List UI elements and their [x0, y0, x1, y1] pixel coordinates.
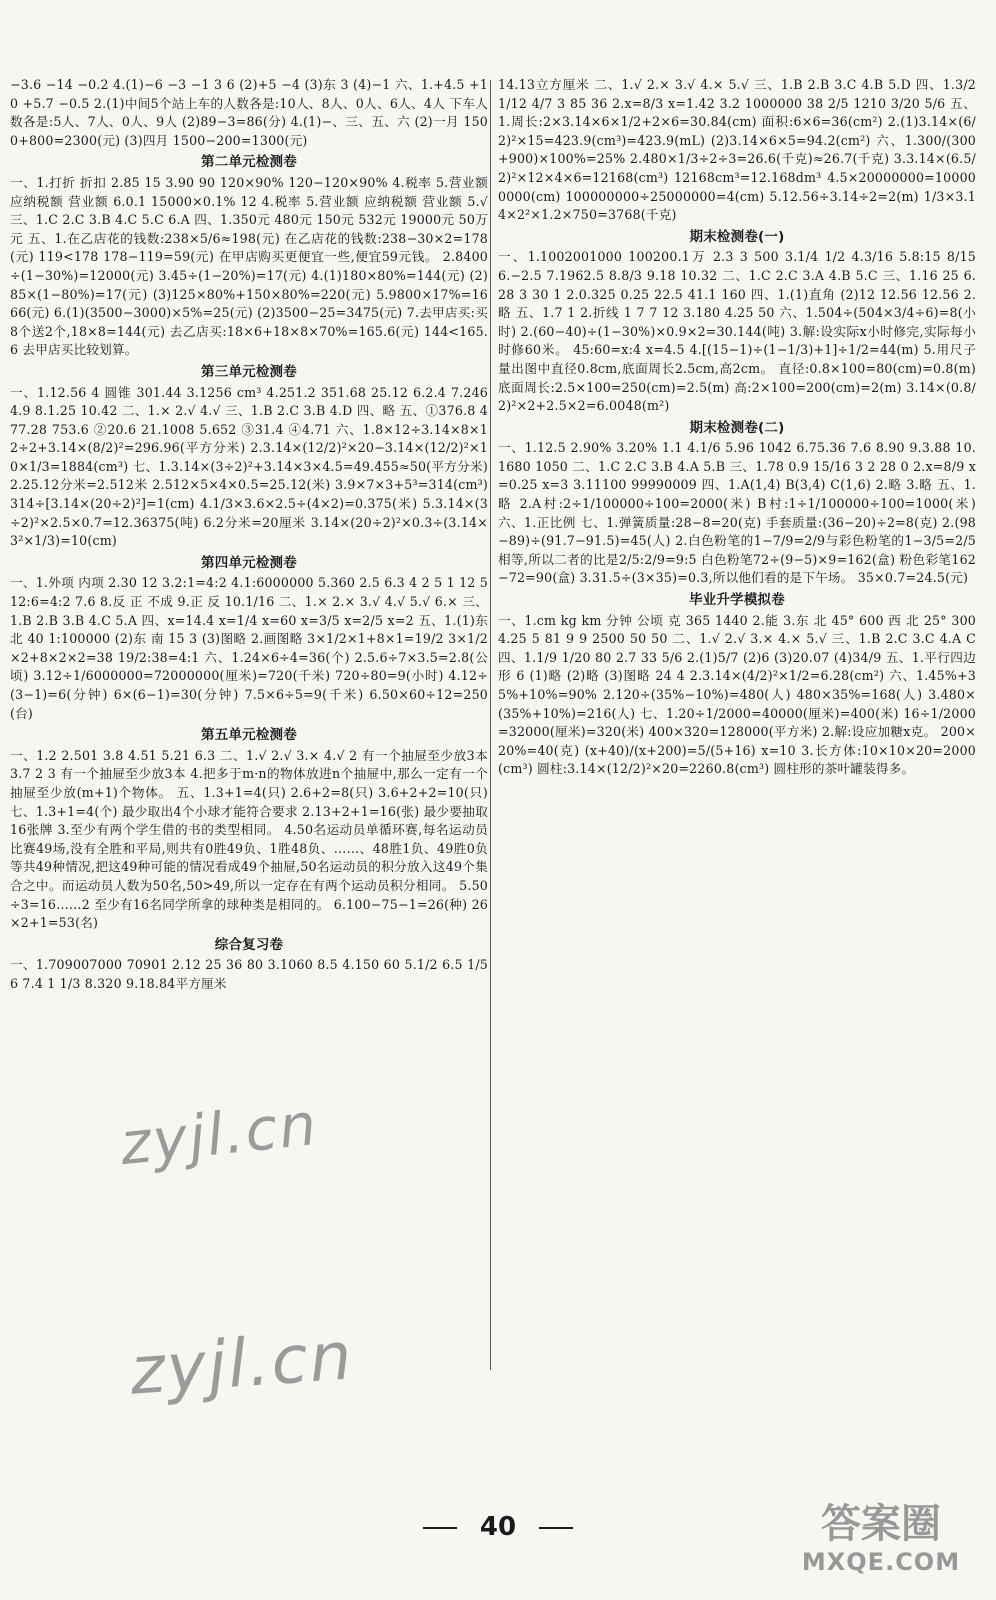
section-final-exam-2	[498, 419, 976, 588]
footer-dash-right	[539, 1527, 573, 1529]
answer-text: 一、1.1002001000 100200.1万 2.3 3 500 3.1/4 1/2 4.3/16 5.8:15 8/15 6.−2.5 7.1962.5 8.8/3 9.18 10.32 二、1.C 2.C 3.A 4.B 5.C 三、1.16 25 6.28 3 30 1 2.0.325 0.25 22.5 41.1 160 四、1.(1)直角 (2)12 12.56 12.56 2.略 五、1.7 1 2.折线 1 7 7 12 3.180 4.25 50 六、1.504÷(504×3/4÷6)=8(小时) 2.(60−40)÷(1−30%)×0.9×2=30.144(吨) 3.解:设实际x小时修完,实际每小时修60米。 45:60=x:4 x=4.5 4.[(15−1)÷(1−1/3)+1]÷1/2=44(m) 5.用尺子量出图中直径0.8cm,底面周长2.5cm,高2cm。 直径:0.8×100=80(cm)=0.8(m) 底面周长:2.5×100=250(cm)=2.5(m) 高:2×100=200(cm)=2(m) 3.14×(0.8/2)²×2+2.5×2=6.0048(m²)	[498, 249, 976, 414]
section-heading: 第四单元检测卷	[201, 554, 297, 571]
right-column	[498, 76, 976, 779]
section-heading: 期末检测卷(一)	[689, 228, 785, 245]
section-unit-4	[10, 554, 488, 723]
answer-text: −3.6 −14 −0.2 4.(1)−6 −3 −1 3 6 (2)+5 −4 (3)东 3 (4)−1 六、1.+4.5 +10 +5.7 −0.5 2.(1)中间5个站上车的人数各是:10人、8人、0人、6人、4人 下车人数各是:5人、7人、0人、9人 (2)89−3=86(分) 4.(1)−、三、五、六 (2)一月 1500+800=2300(元) (3)四月 1500−200=1300(元)	[10, 77, 488, 148]
left-column	[10, 76, 488, 994]
page-number: 40	[479, 1512, 517, 1542]
section-heading: 毕业升学模拟卷	[689, 592, 785, 609]
answer-text: 一、1.2 2.501 3.8 4.51 5.21 6.3 二、1.√ 2.√ 3.× 4.√ 2 有一个抽屉至少放3本 3.7 2 3 有一个抽屉至少放3本 4.把多于m·n的物体放进n个抽屉中,那么一定有一个抽屉至少放(m+1)个物体。 五、1.3+1=4(只) 2.6+2=8(只) 3.6+2+2=10(只) 七、1.3+1=4(个) 最少取出4个小球才能符合要求 2.13+2+1=16(张) 最少要抽取16张牌 3.至少有两个学生借的书的类型相同。 4.50名运动员单循环赛,每名运动员比赛49场,没有全胜和平局,则共有0胜49负、1胜48负、……、48胜1负、49胜0负等共49种情况,把这49种可能的情况看成49个抽屉,50名运动员的积分放入这49个集合之中。而运动员人数为50名,50>49,所以一定存在有两个运动员积分相同。 5.50÷3=16……2 至少有16名同学所拿的球种类是相同的。 6.100−75−1=26(种) 26×2+1=53(名)	[10, 747, 488, 931]
section-heading: 综合复习卷	[214, 936, 284, 953]
answer-text: 一、1.12.5 2.90% 3.20% 1.1 4.1/6 5.96 1042 6.75.36 7.6 8.90 9.3.88 10.1680 1050 二、1.C 2.C 3.B 4.A 5.B 三、1.78 0.9 15/16 3 2 28 0 2.x=8/9 x=0.25 x=3 3.11100 99990009 四、1.A(1,4) B(3,4) C(1,6) 2.略 3.略 五、1.略 2.A村:2÷1/100000÷100=2000(米) B村:1÷1/100000÷100=1000(米) 六、1.正比例 七、1.弹簧质量:28−8=20(克) 手套质量:(36−20)÷2=8(克) 2.(98−89)÷(91.7−91.5)=45(人) 2.白色粉笔的1−7/9=2/9与彩色粉笔的1−3/5=2/5相等,所以二者的比是2/5:2/9=9:5 白色粉笔72÷(9−5)×9=162(盒) 粉色彩笔162−72=90(盒) 3.31.5÷(3×35)=0.3,所以他们看的是下午场。 35×0.7=24.5(元)	[498, 440, 976, 586]
section-review	[10, 936, 488, 994]
section-heading: 期末检测卷(二)	[689, 419, 785, 436]
answer-text: 一、1.12.56 4 圆锥 301.44 3.1256 cm³ 4.251.2 351.68 25.12 6.2.4 7.2464.9 8.1.25 10.42 二、1.× 2.√ 4.√ 三、1.B 2.C 3.B 4.D 四、略 五、①376.8 477.28 753.6 ②20.6 21.1008 5.652 ③31.4 ④4.71 六、1.8×12÷3.14×8×12÷2+3.14×(8/2)²=296.96(平方分米) 2.3.14×(12/2)²×20−3.14×(12/2)²×10×1/3=1884(cm³) 七、1.3.14×(3÷2)²+3.14×3×4.5=49.455≈50(平方分米) 2.25.12分米=2.512米 2.512×5×4×0.5=25.12(米) 3.9×7×3+5³=314(cm³) 314÷[3.14×(20÷2)²]=1(cm) 4.1/3×3.6×2.5÷(4×2)=0.375(米) 5.3.14×(3÷2)²×2.5×0.7=12.36375(吨) 6.2分米=20厘米 3.14×(20÷2)²×0.3÷(3.14×3²×1/3)=10(cm)	[10, 384, 488, 549]
section-intro-left	[10, 76, 488, 150]
site-logo	[786, 1500, 976, 1590]
answer-text: 一、1.cm kg km 分钟 公顷 克 365 1440 2.能 3.东 北 45° 600 西 北 25° 300 4.25 5 81 9 9 2500 50 50 二、1.√ 2.√ 3.× 4.× 5.√ 三、1.B 2.C 3.C 4.A C 四、1.1/9 1/20 80 2.7 33 5/6 2.(1)5/7 (2)6 (3)20.07 (4)34/9 五、1.平行四边形 6 (1)略 (2)略 (3)图略 24 4 2.3.14×(4/2)²×1/2=6.28(cm²) 六、1.45%+35%+10%=90% 2.120÷(35%−10%)=480(人) 480×35%=168(人) 3.480×(35%+10%)=216(人) 七、1.20÷1/2000=40000(厘米)=400(米) 16÷1/2000=32000(厘米)=320(米) 400×320=128000(平方米) 2.解:设应加糖x克。 200×20%=40(克) (x+40)/(x+200)=5/(5+16) x=10 3.长方体:10×10×20=2000(cm³) 圆柱:3.14×(12/2)²×20=2260.8(cm³) 圆柱形的茶叶罐装得多。	[498, 612, 976, 777]
answer-text: 一、1.外项 内项 2.30 12 3.2:1=4:2 4.1:6000000 5.360 2.5 6.3 4 2 5 1 12 5 12:6=4:2 7.6 8.反 正 不成 9.正 反 10.1/16 二、1.× 2.× 3.√ 4.√ 5.√ 6.× 三、1.B 2.B 3.B 4.C 5.A 四、x=14.4 x=1/4 x=60 x=3/5 x=2/5 x=2 五、1.(1)东 北 40 1:100000 (2)东 南 15 3 (3)图略 2.画图略 3×1/2×1+8×1=19/2 3×1/2×2+8×2×2=38 19/2:38=4:1 六、1.24×6÷4=36(个) 2.5.6÷7×3.5=2.8(公顷) 3.12÷1/6000000=72000000(厘米)=720(千米) 720÷80=9(小时) 4.12÷(3−1)=6(分钟) 6×(6−1)=30(分钟) 7.5×6÷5=9(千米) 6.50×60÷12=250(台)	[10, 575, 488, 721]
section-graduation-mock	[498, 591, 976, 779]
section-unit-5	[10, 726, 488, 933]
section-heading: 第二单元检测卷	[201, 154, 297, 171]
answer-text: 一、1.打折 折扣 2.85 15 3.90 90 120×90% 120−120×90% 4.税率 5.营业额 应纳税额 营业额 6.0.1 15000×0.1% 12 4.税率 5.营业额 应纳税额 营业额 5.√ 三、1.C 2.C 3.B 4.C 5.C 6.A 四、1.350元 480元 150元 532元 19000元 50万元 五、1.在乙店花的钱数:238×5/6≈198(元) 在乙店花的钱数:238−30×2=178(元) 119<178 178−119=59(元) 在甲店购买更便宜一些,便宜59元钱。 2.8400÷(1−30%)=12000(元) 3.45÷(1−20%)=17(元) 4.(1)180×80%=144(元) (2)85×(1−80%)=17(元) (3)125×80%+150×80%=220(元) 5.9800×17%=1666(元) 6.(1)(3500−3000)×5%=25(元) (2)3500−25=3475(元) 7.去甲店买:买8个送2个,18×8=144(元) 去乙店买:18×6+18×8×70%=165.6(元) 144<165.6 去甲店买比较划算。	[10, 174, 488, 358]
section-unit-3	[10, 363, 488, 551]
watermark-text: zyjl.cn	[127, 1317, 356, 1410]
answer-text: 14.13立方厘米 二、1.√ 2.× 3.√ 4.× 5.√ 三、1.B 2.B 3.C 4.B 5.D 四、1.3/2 1/12 4/7 3 85 36 2.x=8/3 x=1.42 3.2 1000000 38 2/5 1210 3/20 5/6 五、1.周长:2×3.14×6×1/2+2×6=30.84(cm) 面积:6×6=36(cm²) 2.(1)3.14×(6/2)²×15=423.9(cm³)=423.9(mL) (2)3.14×6×5=94.2(cm²) 六、1.300/(300+900)×100%=25% 2.480×1/3÷2÷3=26.6(千克)≈26.7(千克) 3.3.14×(6.5/2)²×12×4×6=12168(cm³) 12168cm³=12.168dm³ 4.5×20000000=100000000(cm) 100000000÷25000000=4(cm) 5.12.56÷3.14÷2=2(m) 1/3×3.14×2²×1.2×750=3768(千克)	[498, 77, 976, 223]
watermark-text: zyjl.cn	[116, 1089, 322, 1179]
section-heading: 第三单元检测卷	[201, 363, 297, 380]
logo-title: 答案圈	[821, 1501, 941, 1547]
section-review-continued	[498, 76, 976, 225]
footer-dash-left	[423, 1527, 457, 1529]
answer-text: 一、1.709007000 70901 2.12 25 36 80 3.1060 8.5 4.150 60 5.1/2 6.5 1/5 6 7.4 1 1/3 8.320 9.18.84平方厘米	[10, 957, 488, 991]
section-final-exam-1	[498, 228, 976, 416]
logo-domain: MXQE.COM	[801, 1548, 961, 1576]
column-divider	[490, 80, 491, 1370]
section-unit-2	[10, 153, 488, 360]
section-heading: 第五单元检测卷	[201, 727, 297, 744]
